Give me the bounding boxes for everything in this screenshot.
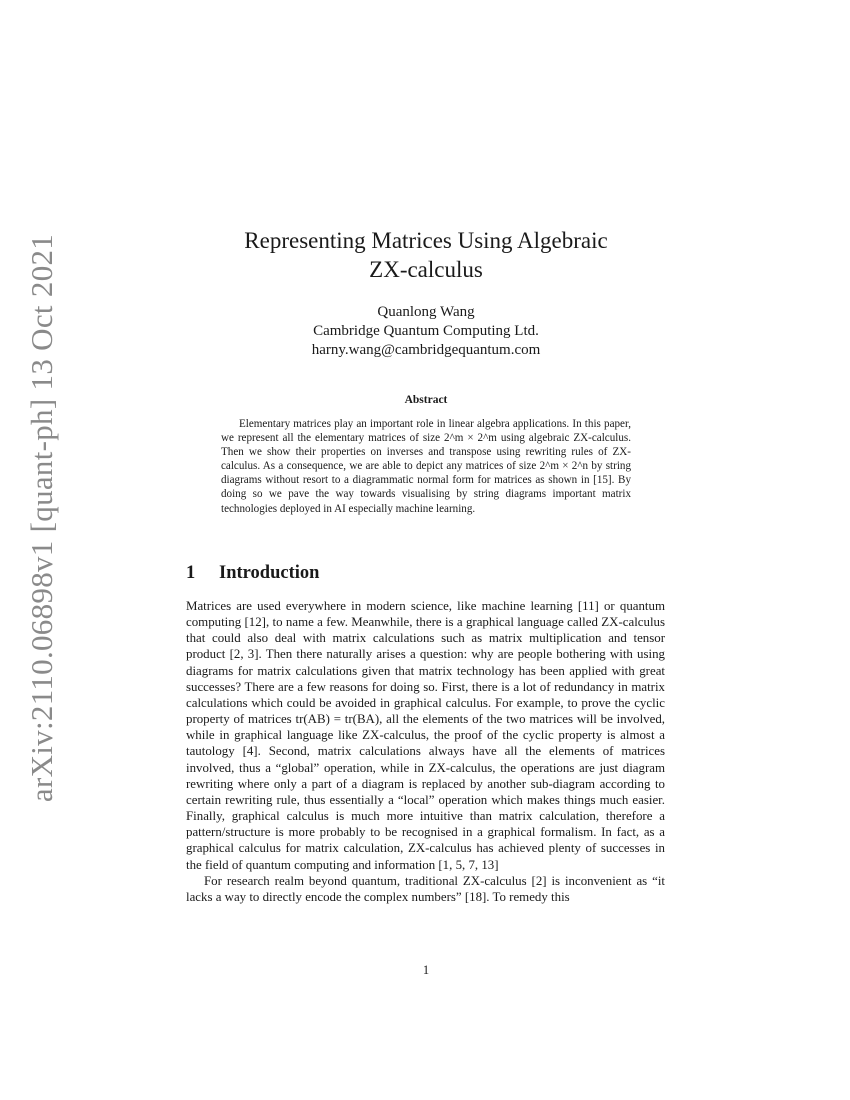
body-paragraph: Matrices are used everywhere in modern science, like machine learning [11] or quantum computing [12], to name a few. Meanwhile, there is a graphical language called ZX-calculus that could also deal with matrix calculations such as matrix multiplication and tensor product [2, 3]. Then there naturally arises a question: why are people bothering with using diagrams for matrix calculations given that matrix technology has been applied with great successes? There are a few reasons for doing so. First, there is a lot of redundancy in matrix calculations which could be avoided in graphical calculus. For example, to prove the cyclic property of matrices tr(AB) = tr(BA), all the elements of the two matrices will be involved, while in graphical language like ZX-calculus, the proof of the cyclic property is almost a tautology [4]. Second, matrix calculations always have all the elements of matrices involved, thus a “global” operation, while in ZX-calculus, the operations are just diagram rewriting where only a part of a diagram is replaced by another sub-diagram according to certain rewriting rule, thus essentially a “local” operation which makes things much easier. Finally, graphical calculus is much more intuitive than matrix calculation, therefore a pattern/structure is more probably to be recognised in a graphical formalism. In fact, as a graphical calculus for matrix calculation, ZX-calculus has achieved plenty of successes in the field of quantum computing and information [1, 5, 7, 13] [186, 599, 665, 872]
title-line-1: Representing Matrices Using Algebraic [244, 228, 608, 253]
section-number: 1 [186, 563, 196, 583]
title-line-2: ZX-calculus [369, 257, 483, 282]
introduction-body [186, 598, 665, 905]
page-number: 1 [422, 963, 430, 977]
author-email: harny.wang@cambridgequantum.com [311, 342, 541, 358]
abstract-heading: Abstract [404, 394, 448, 406]
author-affiliation: Cambridge Quantum Computing Ltd. [313, 323, 539, 339]
section-heading [186, 563, 666, 584]
paper-title [186, 226, 666, 284]
section-title: Introduction [219, 563, 320, 583]
arxiv-identifier: arXiv:2110.06898v1 [quant-ph] 13 Oct 2021 [24, 233, 60, 803]
author-name: Quanlong Wang [377, 304, 475, 320]
abstract-text: Elementary matrices play an important role in linear algebra applications. In this paper, we represent all the elementary matrices of size 2^m × 2^m using algebraic ZX-calculus. Then we show their properties on inverses and transpose using rewriting rules of ZX-calculus. As a consequence, we are able to depict any matrices of size 2^m × 2^n by string diagrams without resort to a diagrammatic normal form for matrices as shown in [15]. By doing so we pave the way towards visualising by string diagrams important matrix technologies deployed in AI especially machine learning. [221, 418, 631, 515]
author-block [186, 303, 666, 360]
body-paragraph: For research realm beyond quantum, traditional ZX-calculus [2] is inconvenient as “it lacks a way to directly encode the complex numbers” [18]. To remedy this [186, 873, 665, 904]
arxiv-sidebar-stamp [16, 233, 68, 803]
